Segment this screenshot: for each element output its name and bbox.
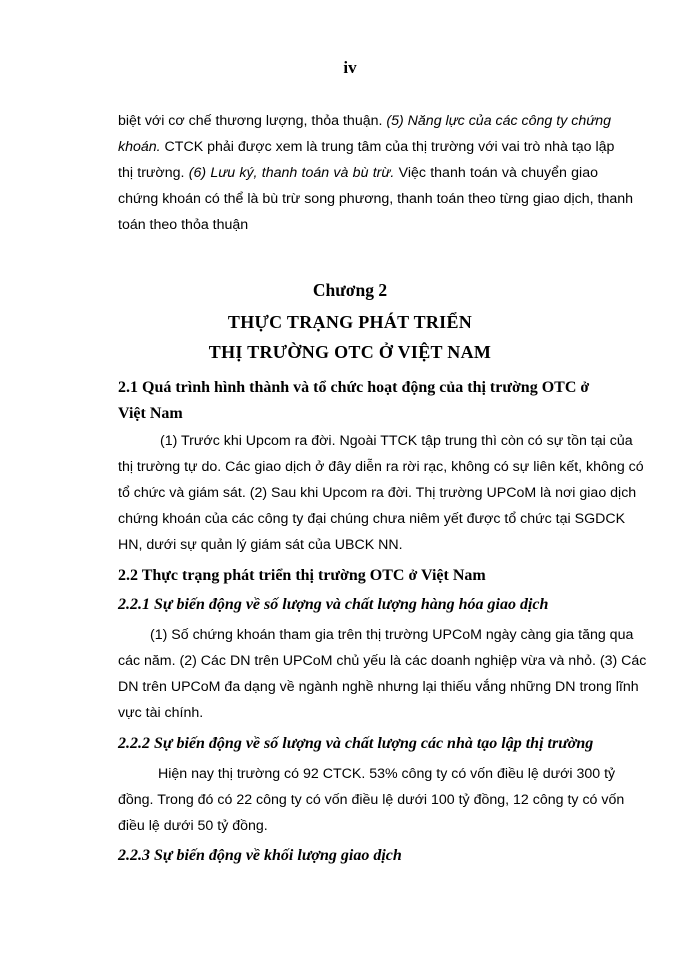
section-2-2-1-paragraph <box>118 622 647 726</box>
section-2-2-1-heading: 2.2.1 Sự biến động về số lượng và chất lượng hàng hóa giao dịch <box>118 596 549 613</box>
paragraph-line: Hiện nay thị trường có 92 CTCK. 53% công ty có vốn điều lệ dưới 300 tỷ <box>158 766 616 782</box>
paragraph-line: điều lệ dưới 50 tỷ đồng. <box>118 818 268 834</box>
intro-line-2 <box>118 134 615 160</box>
paragraph-line: đồng. Trong đó có 22 công ty có vốn điều lệ dưới 100 tỷ đồng, 12 công ty có vốn <box>118 792 625 808</box>
intro-italic-text: (5) Năng lực của các công ty chứng <box>386 113 611 129</box>
chapter-label: Chương 2 <box>312 280 388 300</box>
intro-line-1 <box>118 108 611 134</box>
chapter-title-line-2: THỊ TRƯỜNG OTC Ở VIỆT NAM <box>208 342 492 362</box>
paragraph-line: HN, dưới sự quản lý giám sát của UBCK NN. <box>118 537 403 553</box>
intro-text: thị trường. <box>118 165 189 181</box>
section-2-2-heading: 2.2 Thực trạng phát triển thị trường OTC ở Việt Nam <box>118 567 486 584</box>
paragraph-line: chứng khoán của các công ty đại chúng chưa niêm yết được tổ chức tại SGDCK <box>118 511 626 527</box>
intro-italic-text: khoán. <box>118 139 161 155</box>
paragraph-line: thị trường tự do. Các giao dịch ở đây diễn ra rời rạc, không có sự liên kết, không có <box>118 459 644 475</box>
intro-text: biệt với cơ chế thương lượng, thỏa thuận. <box>118 113 387 129</box>
paragraph-line: DN trên UPCoM đa dạng về ngành nghề nhưng lại thiếu vắng những DN trong lĩnh <box>118 679 639 695</box>
intro-text: Việc thanh toán và chuyển giao <box>394 165 598 181</box>
section-2-1-heading-line-2: Việt Nam <box>118 405 183 422</box>
section-2-2-2-heading: 2.2.2 Sự biến động về số lượng và chất lượng các nhà tạo lập thị trường <box>118 735 594 752</box>
paragraph-line: các năm. (2) Các DN trên UPCoM chủ yếu là các doanh nghiệp vừa và nhỏ. (3) Các <box>118 653 647 669</box>
intro-line-3 <box>118 160 598 186</box>
section-2-1-heading-line-1: 2.1 Quá trình hình thành và tổ chức hoạt động của thị trường OTC ở <box>118 379 590 396</box>
page-number: iv <box>343 58 357 77</box>
section-2-2-3-heading: 2.2.3 Sự biến động về khối lượng giao dịch <box>118 847 402 864</box>
paragraph-line: (1) Số chứng khoán tham gia trên thị trường UPCoM ngày càng gia tăng qua <box>150 627 634 643</box>
paragraph-line: vực tài chính. <box>118 705 204 721</box>
intro-line-4: chứng khoán có thể là bù trừ song phương, thanh toán theo từng giao dịch, thanh <box>118 191 634 207</box>
intro-text: CTCK phải được xem là trung tâm của thị trường với vai trò nhà tạo lập <box>160 139 615 155</box>
chapter-title-line-1: THỰC TRẠNG PHÁT TRIỂN <box>227 312 473 332</box>
intro-italic-text: (6) Lưu ký, thanh toán và bù trừ. <box>188 165 395 181</box>
paragraph-line: (1) Trước khi Upcom ra đời. Ngoài TTCK tập trung thì còn có sự tồn tại của <box>160 433 633 449</box>
paragraph-line: tổ chức và giám sát. (2) Sau khi Upcom ra đời. Thị trường UPCoM là nơi giao dịch <box>118 485 637 501</box>
intro-line-5: toán theo thỏa thuận <box>118 217 249 233</box>
intro-paragraph <box>118 108 634 238</box>
section-2-1-paragraph <box>118 428 644 558</box>
section-2-2-2-paragraph <box>118 761 625 839</box>
